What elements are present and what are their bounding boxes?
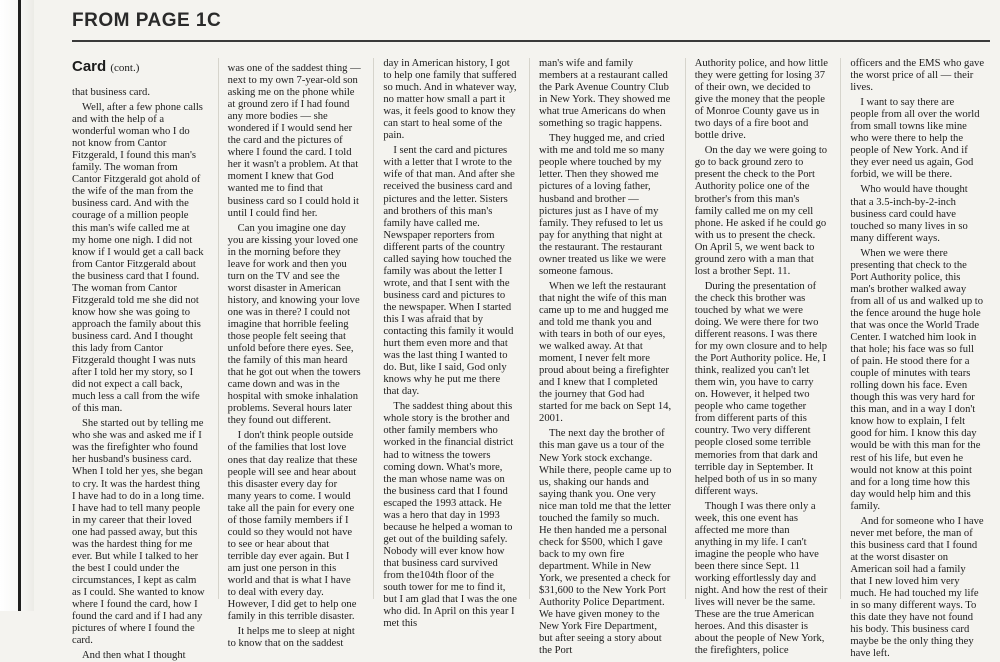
paragraph: Well, after a few phone calls and with the help of a wonderful woman who I do not know from Cantor Fitzgerald, I found this man's family. The woman from Cantor Fitzgerald got ahold of the wife of the man from the business card. And with the courage of a million people this man's wife called me at my home one nigh. I did not know if I would get a call back from Cantor Fitzgerald about the business card that I found. The woman from Cantor Fitzgerald told me she did not know how she was going to approach the family about this business card. And I thought this lady from Cantor Fitzgerald thought I was nuts after I told her my story, so I did not expect a call back, much less a call from the wife of this man. <box>72 102 204 415</box>
article-kicker <box>72 58 206 77</box>
paragraph: When we were there presenting that check to the Port Authority police, this man's brother walked away from all of us and walked up to the fence around the huge hole that was once the World Trade Center. I watched him look in that hole; his face was so full of pain. He stood there for a couple of minutes with tears rolling down his face. Even though this was very hard for this man, and in a way I don't know how to explain, I felt good for him. I know this day would be with this man for the rest of his life, but even he would not know at this point and for a long time how this day would help him and this family. <box>850 247 984 512</box>
paragraph: Can you imagine one day you are kissing your loved one in the morning before they leave for work and then you turn on the TV and see the worst disaster in American history, and knowing your love one was in there? I could not imagine that horrible feeling those people felt seeing that unfold before there eyes. See, the family of this man heard that he got out when the towers came down and was in the hospital with smoke inhalation problems. Several hours later they found out different. <box>227 222 361 427</box>
newspaper-page <box>46 0 990 662</box>
paragraph: During the presentation of the check this brother was touched by what we were doing. We were there for two different reasons. I was there for my own closure and to help the Port Authority police. He, I think, realized you can't let them win, you have to carry on. However, it helped two people who came together from different parts of this country. Two very different people closed some terrible memories from that dark and terrible day in September. It helped both of us in so many different ways. <box>694 280 828 497</box>
kicker-label: Card <box>72 58 107 75</box>
paragraph: And then what I thought <box>82 650 186 662</box>
paragraph: Authority police, and how little they were getting for losing 37 of their own, we decided to give the money that the people of Monroe County gave us in two days of a fire boot and bottle drive. <box>694 58 828 142</box>
article-column-1 <box>72 58 206 662</box>
paragraph: The next day the brother of this man gave us a tour of the New York stock exchange. While there, people came up to us, shaking our hands and saying thank you. One very nice man told me that the letter touched the family so much. He then handed me a personal check for $500, which I gave back to my own fire department. While in New York, we presented a check for $31,600 to the New York Port Authority Police Department. We have given money to the New York Fire Department, but after seeing a story about the Port <box>539 428 672 657</box>
page-header <box>72 10 990 44</box>
paragraph: was one of the saddest thing — next to my own 7-year-old son asking me on the phone while at ground zero if I had found any more bodies — she wondered if I would send her the card and the pictures of where I found the card. I told her it wasn't a problem. At that moment I knew that God wanted me to find that business card so I could hold it until I could find her. <box>227 63 361 219</box>
article-column-5 <box>685 58 829 657</box>
article-column-4 <box>529 58 673 657</box>
paragraph: It helps me to sleep at night to know that on the saddest <box>227 626 355 650</box>
paragraph: Though I was there only a week, this one event has affected me more than anything in my life. I can't imagine the people who have been there since Sept. 11 working effortlessly day and night. And how the rest of their lives will never be the same. These are the true American heroes. And this disaster is about the people of New York, the firefighters, police <box>694 500 828 657</box>
article-column-6 <box>840 58 985 660</box>
article-columns <box>72 58 985 662</box>
kicker-continued-label: (cont.) <box>110 62 140 74</box>
article-column-3 <box>373 58 517 630</box>
paragraph: I sent the card and pictures with a letter that I wrote to the wife of that man. And after she received the business card and pictures and the letter. Sisters and brothers of this man's family have called me. Newspaper reporters from different parts of the country called saying how touched the family was about the letter I wrote, and that I sent with the business card and pictures to the newspaper. When I started this I was afraid that by contacting this family it would hurt them even more and that was the last thing I wanted to do. But, like I said, God only knows why he put me there that day. <box>383 145 515 398</box>
paragraph: On the day we were going to go to back ground zero to present the check to the Port Authority police one of the brother's from this man's family called me on my cell phone. He asked if he could go with us to present the check. On April 5, we went back to ground zero with a man that lost a brother Sept. 11. <box>694 145 828 277</box>
paragraph: The saddest thing about this whole story is the brother and other family members who worked in the financial district had to witness the towers coming down. What's more, the man whose name was on the business card that I found escaped the 1993 attack. He was a hero that day in 1993 because he helped a woman to get out of the building safely. Nobody will ever know how that business card survived from the104th floor of the south tower for me to find it, but I am glad that I was the one who did. In April on this year I met this <box>383 401 517 630</box>
paragraph: They hugged me, and cried with me and told me so many people where touched by my letter. Then they showed me pictures of a loving father, husband and brother — pictures just as I have of my family. They refused to let us pay for anything that night at the restaurant. The restaurant owner treated us like we were someone famous. <box>539 133 666 277</box>
paragraph: I don't think people outside of the families that lost love ones that day realize that these people will see and hear about this disaster every day for many years to come. I would take all the pain for every one of those family members if I could so they would not have to see or hear about that terrible day ever again. But I am just one person in this world and that is what I have to deal with every day. However, I did get to help one family in this terrible disaster. <box>227 430 358 623</box>
article-column-2 <box>218 58 362 650</box>
paragraph: that business card. <box>72 87 150 98</box>
paragraph: day in American history, I got to help one family that suffered so much. And in whatever way, no matter how small a part it was, it feels good to know they can start to heal some of the pain. <box>383 58 517 142</box>
paragraph: Who would have thought that a 3.5-inch-by-2-inch business card could have touched so many lives in so many different ways. <box>850 184 968 244</box>
page-gutter <box>0 0 34 611</box>
paragraph: officers and the EMS who gave the worst price of all — their lives. <box>850 58 985 94</box>
paragraph: When we left the restaurant that night the wife of this man came up to me and hugged me and told me thank you and with tears in both of our eyes, we walked away. At that moment, I never felt more proud about being a firefighter and I knew that I completed the journey that God had started for me back on Sept 14, 2001. <box>539 280 672 425</box>
paragraph: man's wife and family members at a restaurant called the Park Avenue Country Club in New York. They showed me what true Americans do when something so tragic happens. <box>539 58 671 130</box>
paragraph: I want to say there are people from all over the world from small towns like mine who were there to help the people of New York. And if they ever need us again, God forbid, we will be there. <box>850 97 980 181</box>
binding-rule <box>18 0 21 611</box>
header-title: FROM PAGE 1C <box>72 10 222 31</box>
header-rule <box>72 40 990 42</box>
paragraph: And for someone who I have never met before, the man of this business card that I found at the worst disaster on American soil had a family that I new loved him very much. He had touched my life in so many different ways. To this date they have not found his body. This business card maybe be the only thing they have left. <box>850 515 984 660</box>
paragraph: She started out by telling me who she was and asked me if I was the firefighter who found her husband's business card. When I told her yes, she began to cry. It was the hardest thing I have had to do in a long time. I have had to tell many people in my career that their loved one had passed away, but this was the hardest thing for me ever. But while I talked to her the best I could under the circumstances, I kept as calm as I could. She wanted to know where I found the card, how I found the card and if I had any pictures of where I found the card. <box>72 418 205 647</box>
